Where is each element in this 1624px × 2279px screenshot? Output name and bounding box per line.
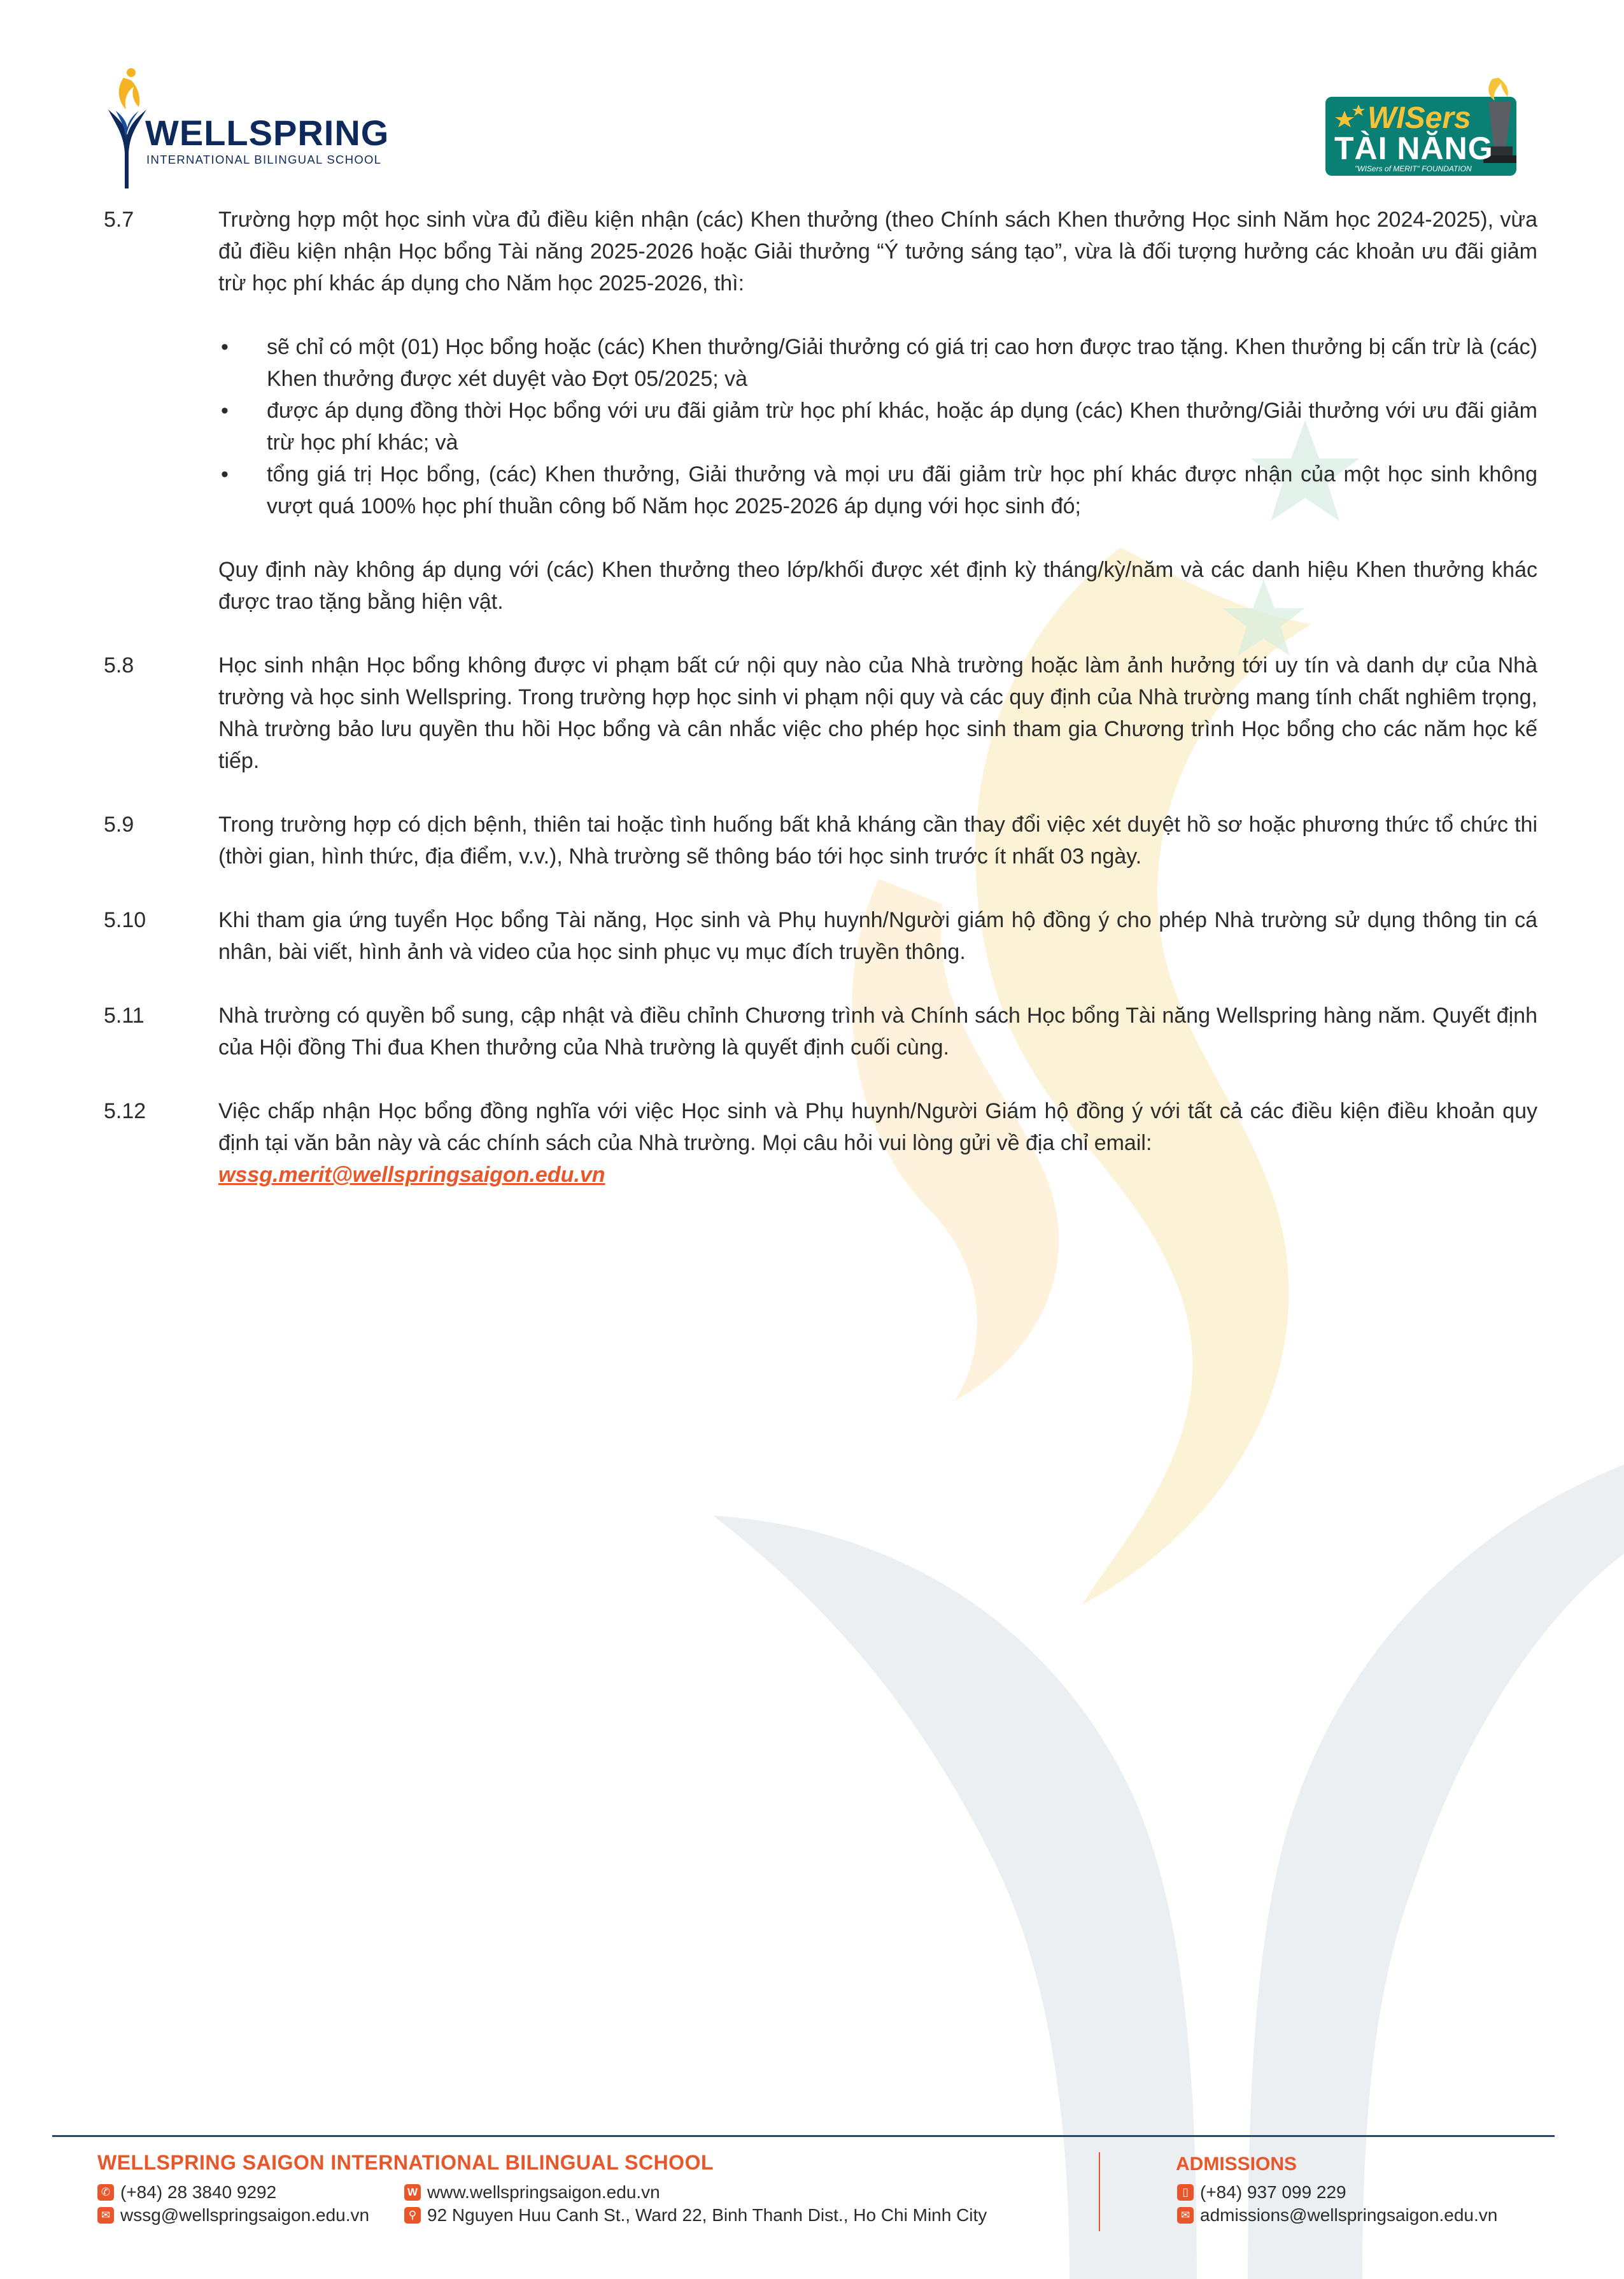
footer-website-text[interactable]: www.wellspringsaigon.edu.vn — [427, 2182, 660, 2202]
footer-email — [97, 2205, 369, 2226]
bullet-item: • sẽ chỉ có một (01) Học bổng hoặc (các) Khen thưởng/Giải thưởng có giá trị cao hơn được trao tặng. Khen thưởng bị cấn trừ là (các) Khen thưởng được xét duyệt vào Đợt 05/2025; và — [218, 331, 1537, 395]
section-5-8 — [104, 650, 1537, 777]
phone-icon: ✆ — [97, 2184, 114, 2201]
bullet-list — [218, 331, 1537, 522]
section-text — [218, 904, 1537, 968]
section-text — [218, 650, 1537, 777]
section-number: 5.12 — [104, 1099, 146, 1123]
document-body — [104, 204, 1537, 1223]
school-logo-tagline: INTERNATIONAL BILINGUAL SCHOOL — [146, 153, 382, 166]
logo-tai-nang-text: TÀI NĂNG — [1334, 131, 1493, 166]
footer-admissions-email-text[interactable]: admissions@wellspringsaigon.edu.vn — [1200, 2205, 1498, 2225]
section-paragraph: Trong trường hợp có dịch bệnh, thiên tai hoặc tình huống bất khả kháng cần thay đổi việc xét duyệt hồ sơ hoặc phương thức tổ chức thi (thời gian, hình thức, địa điểm, v.v.), Nhà trường sẽ thông báo tới học sinh trước ít nhất 03 ngày. — [218, 813, 1537, 869]
footer-admissions-phone-text: (+84) 937 099 229 — [1200, 2182, 1346, 2202]
wellspring-logo — [102, 64, 390, 191]
logo-wisers-text: WISers — [1367, 101, 1471, 135]
section-number: 5.7 — [104, 208, 134, 232]
footer-admissions-email — [1177, 2205, 1497, 2226]
merit-email-link[interactable]: wssg.merit@wellspringsaigon.edu.vn — [218, 1163, 605, 1187]
footer-address-text: 92 Nguyen Huu Canh St., Ward 22, Binh Thanh Dist., Ho Chi Minh City — [427, 2205, 987, 2225]
section-paragraph: Nhà trường có quyền bổ sung, cập nhật và điều chỉnh Chương trình và Chính sách Học bổng Tài năng Wellspring hàng năm. Quyết định của Hội đồng Thi đua Khen thưởng của Nhà trường là quyết định cuối cùng. — [218, 1004, 1537, 1060]
location-pin-icon: ⚲ — [404, 2207, 421, 2224]
section-outro: Quy định này không áp dụng với (các) Khen thưởng theo lớp/khối được xét định kỳ tháng/kỳ/năm và các danh hiệu Khen thưởng khác được trao tặng bằng hiện vật. — [218, 558, 1537, 614]
section-text — [218, 1095, 1537, 1191]
footer-phone-text: (+84) 28 3840 9292 — [120, 2182, 277, 2202]
section-5-9 — [104, 809, 1537, 872]
wisers-tai-nang-logo — [1325, 75, 1523, 177]
mail-icon: ✉ — [97, 2207, 114, 2224]
section-5-11 — [104, 1000, 1537, 1063]
section-5-10 — [104, 904, 1537, 968]
footer-email-text[interactable]: wssg@wellspringsaigon.edu.vn — [120, 2205, 370, 2225]
mobile-phone-icon: ▯ — [1177, 2184, 1194, 2201]
web-icon: W — [404, 2184, 421, 2201]
footer-website — [404, 2182, 660, 2203]
bullet-item: • tổng giá trị Học bổng, (các) Khen thưởng, Giải thưởng và mọi ưu đãi giảm trừ học phí khác được nhận của một học sinh không vượt quá 100% học phí thuần công bố Năm học 2025-2026 áp dụng với học sinh đó; — [218, 458, 1537, 522]
section-number: 5.10 — [104, 908, 146, 932]
mail-icon: ✉ — [1177, 2207, 1194, 2224]
section-text — [218, 204, 1537, 618]
section-text — [218, 809, 1537, 872]
section-paragraph: Khi tham gia ứng tuyển Học bổng Tài năng, Học sinh và Phụ huynh/Người giám hộ đồng ý cho phép Nhà trường sử dụng thông tin cá nhân, bài viết, hình ảnh và video của học sinh phục vụ mục đích truyền thông. — [218, 908, 1537, 964]
footer-admissions-phone — [1177, 2182, 1346, 2203]
section-5-7 — [104, 204, 1537, 618]
school-logo-name: WELLSPRING — [145, 113, 390, 153]
bullet-item: • được áp dụng đồng thời Học bổng với ưu đãi giảm trừ học phí khác, hoặc áp dụng (các) Khen thưởng/Giải thưởng với ưu đãi giảm trừ học phí khác; và — [218, 395, 1537, 458]
section-paragraph: Việc chấp nhận Học bổng đồng nghĩa với việc Học sinh và Phụ huynh/Người Giám hộ đồng ý với tất cả các điều kiện điều khoản quy định tại văn bản này và các chính sách của Nhà trường. Mọi câu hỏi vui lòng gửi về địa chỉ email: — [218, 1099, 1537, 1155]
section-number: 5.8 — [104, 653, 134, 678]
footer-address — [404, 2205, 987, 2226]
footer-school-name: WELLSPRING SAIGON INTERNATIONAL BILINGUAL SCHOOL — [97, 2151, 714, 2174]
section-text — [218, 1000, 1537, 1063]
footer-vertical-divider — [1099, 2152, 1100, 2231]
logo-foundation-text: "WISers of MERIT" FOUNDATION — [1355, 164, 1472, 173]
section-paragraph: Học sinh nhận Học bổng không được vi phạm bất cứ nội quy nào của Nhà trường hoặc làm ảnh hưởng tới uy tín và danh dự của Nhà trường và học sinh Wellspring. Trong trường hợp học sinh vi phạm nội quy và các quy định của Nhà trường mang tính chất nghiêm trọng, Nhà trường bảo lưu quyền thu hồi Học bổng và cân nhắc việc cho phép học sinh tham gia Chương trình Học bổng cho các năm học kế tiếp. — [218, 653, 1537, 773]
footer-phone — [97, 2182, 276, 2203]
section-5-12 — [104, 1095, 1537, 1191]
footer-divider-line — [52, 2135, 1555, 2137]
section-number: 5.11 — [104, 1004, 145, 1028]
section-number: 5.9 — [104, 813, 134, 837]
section-intro: Trường hợp một học sinh vừa đủ điều kiện nhận (các) Khen thưởng (theo Chính sách Khen thưởng Học sinh Năm học 2024-2025), vừa đủ điều kiện nhận Học bổng Tài năng 2025-2026 hoặc Giải thưởng “Ý tưởng sáng tạo”, vừa là đối tượng hưởng các khoản ưu đãi giảm trừ học phí khác áp dụng cho Năm học 2025-2026, thì: — [218, 208, 1537, 295]
footer-admissions-title: ADMISSIONS — [1176, 2154, 1297, 2175]
